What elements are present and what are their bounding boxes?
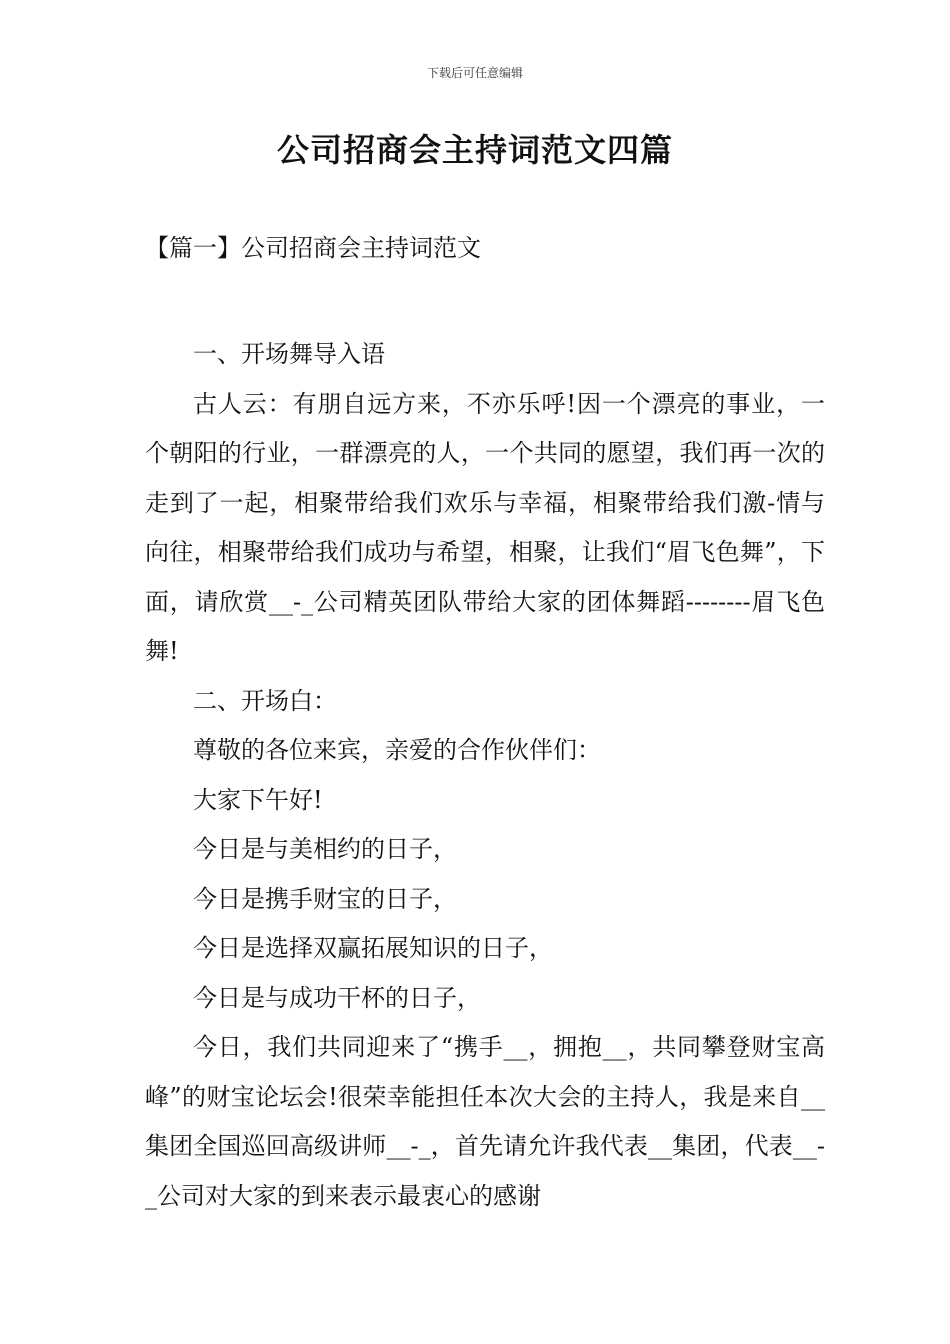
document-body [145,330,825,1221]
paragraph-opening-remarks-heading: 二、开场白： [193,686,337,715]
paragraph-forum-introduction: 今日，我们共同迎来了“携手__，拥抱__，共同攀登财宝高峰”的财宝论坛会!很荣幸能担任本次大会的主持人，我是来自__集团全国巡回高级讲师__-_，首先请允许我代表__集团，代表__-_公司对大家的到来表示最衷心的感谢 [145,1033,825,1210]
paragraph-good-afternoon: 大家下午好! [193,785,323,814]
paragraph-opening-dance-heading: 一、开场舞导入语 [193,340,385,368]
paragraph-today-beauty: 今日是与美相约的日子， [193,835,457,863]
paragraph-greeting-guests: 尊敬的各位来宾，亲爱的合作伙伴们： [193,736,601,764]
paragraph-today-wealth: 今日是携手财宝的日子， [193,884,457,913]
paragraph-today-knowledge: 今日是选择双赢拓展知识的日子， [193,934,553,962]
paragraph-today-success: 今日是与成功干杯的日子， [193,983,481,1012]
paragraph-opening-dance-text: 古人云：有朋自远方来，不亦乐呼!因一个漂亮的事业，一个朝阳的行业，一群漂亮的人，一个共同的愿望，我们再一次的走到了一起，相聚带给我们欢乐与幸福，相聚带给我们激-情与向往，相聚带给我们成功与希望，相聚，让我们“眉飞色舞”，下面，请欣赏__-_公司精英团队带给大家的团体舞蹈--------眉飞色舞! [145,389,825,665]
document-title: 公司招商会主持词范文四篇 [276,131,673,169]
section-heading: 【篇一】公司招商会主持词范文 [145,234,481,262]
header-note: 下载后可任意编辑 [426,66,523,80]
